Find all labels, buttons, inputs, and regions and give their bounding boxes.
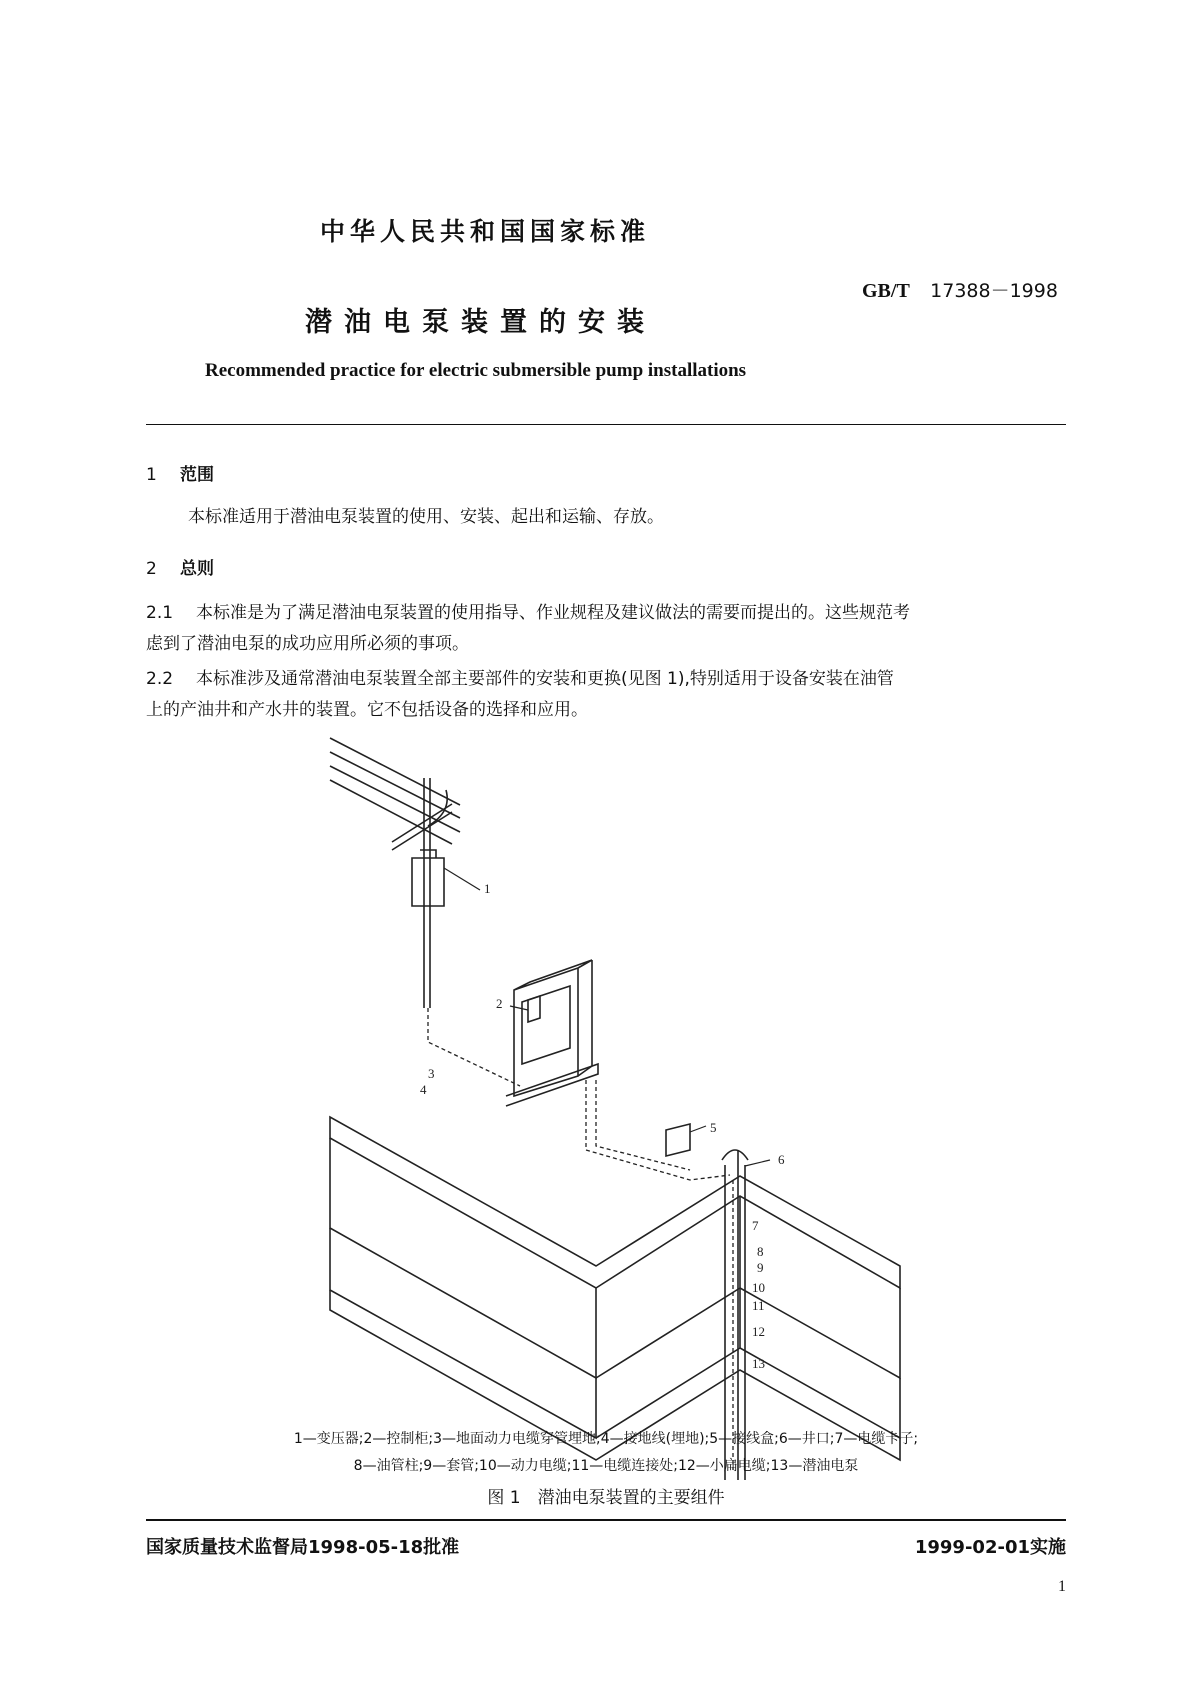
label-2: 2 bbox=[496, 996, 503, 1011]
code-prefix: GB/T bbox=[862, 280, 910, 302]
buried-cable bbox=[428, 1008, 520, 1086]
label-3: 3 bbox=[428, 1066, 435, 1081]
section-1-paragraph: 本标准适用于潜油电泵装置的使用、安装、起出和运输、存放。 bbox=[188, 507, 664, 527]
stratum-layer-1 bbox=[330, 1138, 900, 1378]
figure-legend-line-2: 8—油管柱;9—套管;10—动力电缆;11—电缆连接处;12—小扁电缆;13—潜油电泵 bbox=[353, 1458, 859, 1474]
leader-2 bbox=[510, 1006, 528, 1010]
page-number: 1 bbox=[1058, 1578, 1066, 1595]
document-title-en: Recommended practice for electric submersible pump installations bbox=[205, 360, 747, 381]
label-10: 10 bbox=[752, 1280, 765, 1295]
national-standard-heading: 中华人民共和国国家标准 bbox=[320, 217, 651, 246]
clause-text-line-2: 上的产油井和产水井的装置。它不包括设备的选择和应用。 bbox=[146, 700, 588, 720]
label-12: 12 bbox=[752, 1324, 765, 1339]
label-11: 11 bbox=[752, 1298, 765, 1313]
transformer bbox=[412, 850, 444, 906]
section-title: 总则 bbox=[180, 559, 214, 579]
cabinet-panel bbox=[522, 986, 570, 1064]
section-number: 2 bbox=[146, 559, 157, 579]
section-title: 范围 bbox=[180, 465, 214, 485]
section-number: 1 bbox=[146, 465, 157, 485]
power-lines bbox=[330, 738, 460, 844]
label-13: 13 bbox=[752, 1356, 765, 1371]
junction-box bbox=[666, 1124, 690, 1156]
label-1: 1 bbox=[484, 881, 491, 896]
figure-caption: 图 1 潜油电泵装置的主要组件 bbox=[487, 1488, 725, 1508]
footer-rule bbox=[146, 1519, 1066, 1521]
cabinet-base bbox=[506, 1064, 598, 1106]
cabinet-meter bbox=[528, 996, 540, 1022]
label-6: 6 bbox=[778, 1152, 785, 1167]
label-7: 7 bbox=[752, 1218, 759, 1233]
clause-number: 2.2 bbox=[146, 669, 174, 689]
implementation-date: 1999-02-01实施 bbox=[914, 1537, 1066, 1558]
label-4: 4 bbox=[420, 1082, 427, 1097]
wellhead bbox=[722, 1150, 748, 1160]
clause-text-line-1: 本标准是为了满足潜油电泵装置的使用指导、作业规程及建议做法的需要而提出的。这些规范考 bbox=[196, 603, 910, 623]
stratum-surface bbox=[330, 1117, 900, 1288]
leader-1 bbox=[444, 868, 480, 890]
crossarm bbox=[392, 804, 452, 850]
utility-pole bbox=[424, 778, 430, 1008]
clause-text-line-1: 本标准涉及通常潜油电泵装置全部主要部件的安装和更换(见图 1),特别适用于设备安装在油管 bbox=[196, 669, 894, 689]
clause-text-line-2: 虑到了潜油电泵的成功应用所必须的事项。 bbox=[146, 634, 469, 654]
label-5: 5 bbox=[710, 1120, 717, 1135]
label-8: 8 bbox=[757, 1244, 764, 1259]
code-number: 17388－1998 bbox=[930, 280, 1058, 302]
surface-cable bbox=[586, 1080, 730, 1180]
leader-5 bbox=[690, 1126, 706, 1132]
leader-6 bbox=[745, 1160, 770, 1166]
control-cabinet bbox=[514, 960, 592, 1096]
stratum-layer-2 bbox=[330, 1228, 900, 1438]
figure-legend-line-1: 1—变压器;2—控制柜;3—地面动力电缆穿管埋地;4—接地线(埋地);5—接线盒;6—井口;7—电缆卡子; bbox=[293, 1431, 919, 1447]
clause-number: 2.1 bbox=[146, 603, 174, 623]
approval-date: 国家质量技术监督局1998-05-18批准 bbox=[146, 1537, 460, 1558]
document-title-cn: 潜油电泵装置的安装 bbox=[305, 307, 656, 338]
label-9: 9 bbox=[757, 1260, 764, 1275]
